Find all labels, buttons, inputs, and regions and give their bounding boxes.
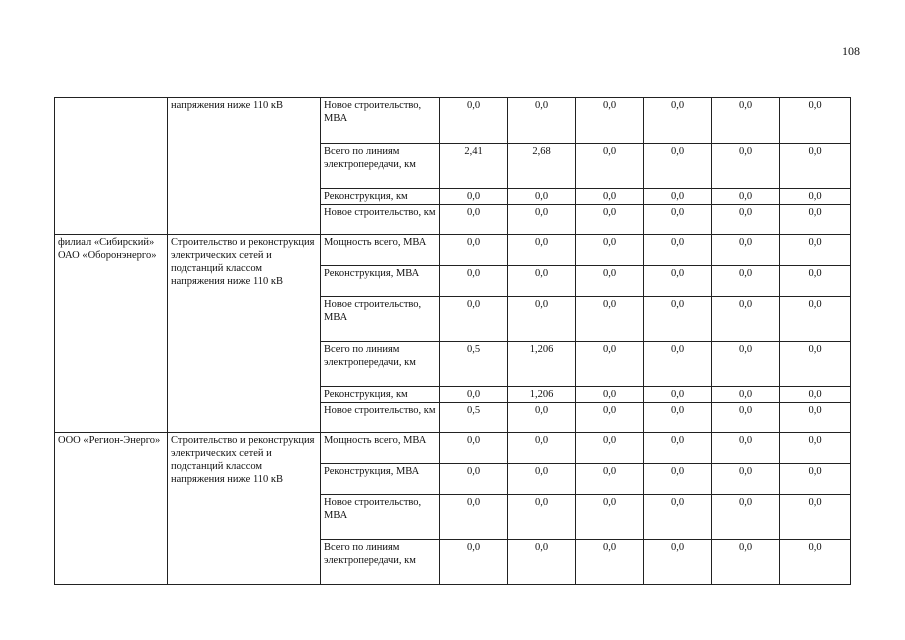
value-cell: 0,0	[576, 495, 644, 540]
value-cell: 1,206	[508, 342, 576, 387]
value-cell: 0,0	[508, 433, 576, 464]
value-cell: 0,0	[440, 98, 508, 144]
value-cell: 2,41	[440, 144, 508, 189]
indicator-cell: Всего по линиям электропередачи, км	[321, 342, 440, 387]
value-cell: 0,0	[644, 297, 712, 342]
indicator-cell: Новое строительство, км	[321, 403, 440, 433]
indicator-cell: Реконструкция, км	[321, 387, 440, 403]
value-cell: 0,0	[644, 144, 712, 189]
value-cell: 0,0	[780, 205, 851, 235]
organization-cell: филиал «Сибирский» ОАО «Оборонэнерго»	[55, 235, 168, 433]
value-cell: 0,0	[508, 205, 576, 235]
value-cell: 0,0	[712, 495, 780, 540]
value-cell: 0,0	[780, 189, 851, 205]
value-cell: 0,0	[508, 189, 576, 205]
value-cell: 0,0	[712, 403, 780, 433]
value-cell: 0,0	[508, 297, 576, 342]
indicator-cell: Мощность всего, МВА	[321, 433, 440, 464]
value-cell: 0,0	[576, 464, 644, 495]
value-cell: 0,0	[576, 403, 644, 433]
value-cell: 0,0	[780, 235, 851, 266]
organization-cell: ООО «Регион-Энерго»	[55, 433, 168, 585]
value-cell: 0,0	[780, 433, 851, 464]
value-cell: 0,0	[780, 266, 851, 297]
value-cell: 0,0	[712, 266, 780, 297]
value-cell: 0,0	[440, 495, 508, 540]
value-cell: 1,206	[508, 387, 576, 403]
value-cell: 0,0	[780, 342, 851, 387]
value-cell: 0,0	[712, 387, 780, 403]
value-cell: 0,0	[712, 144, 780, 189]
value-cell: 0,0	[576, 189, 644, 205]
value-cell: 0,0	[576, 297, 644, 342]
value-cell: 0,0	[440, 540, 508, 585]
value-cell: 0,0	[576, 433, 644, 464]
value-cell: 0,5	[440, 403, 508, 433]
indicator-cell: Реконструкция, МВА	[321, 464, 440, 495]
value-cell: 0,0	[644, 540, 712, 585]
value-cell: 0,0	[576, 266, 644, 297]
value-cell: 0,0	[508, 495, 576, 540]
value-cell: 0,0	[576, 144, 644, 189]
value-cell: 0,0	[780, 403, 851, 433]
value-cell: 0,0	[508, 464, 576, 495]
value-cell: 0,0	[644, 266, 712, 297]
value-cell: 0,0	[712, 464, 780, 495]
value-cell: 0,0	[712, 205, 780, 235]
indicator-cell: Всего по линиям электропередачи, км	[321, 540, 440, 585]
value-cell: 0,0	[780, 540, 851, 585]
value-cell: 0,0	[440, 266, 508, 297]
description-cell: напряжения ниже 110 кВ	[168, 98, 321, 235]
value-cell: 0,0	[440, 464, 508, 495]
value-cell: 0,0	[712, 98, 780, 144]
value-cell: 0,0	[440, 205, 508, 235]
value-cell: 0,0	[508, 266, 576, 297]
description-cell: Строительство и реконструкция электрических сетей и подстанций классом напряжения ниже 110 кВ	[168, 235, 321, 433]
value-cell: 0,0	[644, 98, 712, 144]
indicator-cell: Мощность всего, МВА	[321, 235, 440, 266]
value-cell: 0,0	[644, 433, 712, 464]
value-cell: 0,0	[780, 98, 851, 144]
value-cell: 0,0	[508, 98, 576, 144]
value-cell: 0,0	[576, 205, 644, 235]
value-cell: 0,0	[644, 235, 712, 266]
table-row	[55, 98, 851, 144]
indicator-cell: Новое строительство, МВА	[321, 297, 440, 342]
value-cell: 0,0	[440, 387, 508, 403]
page-number: 108	[842, 44, 860, 58]
value-cell: 0,0	[712, 235, 780, 266]
value-cell: 0,0	[508, 403, 576, 433]
indicator-cell: Новое строительство, МВА	[321, 495, 440, 540]
value-cell: 0,0	[780, 387, 851, 403]
value-cell: 0,0	[440, 297, 508, 342]
value-cell: 0,0	[576, 98, 644, 144]
value-cell: 0,0	[712, 297, 780, 342]
table-row	[55, 433, 851, 464]
value-cell: 0,0	[576, 342, 644, 387]
value-cell: 0,0	[712, 433, 780, 464]
value-cell: 0,0	[712, 189, 780, 205]
value-cell: 0,0	[644, 189, 712, 205]
value-cell: 0,0	[780, 297, 851, 342]
organization-cell	[55, 98, 168, 235]
table-row	[55, 235, 851, 266]
value-cell: 0,0	[780, 144, 851, 189]
value-cell: 0,0	[712, 540, 780, 585]
indicator-cell: Реконструкция, МВА	[321, 266, 440, 297]
value-cell: 0,0	[644, 342, 712, 387]
value-cell: 0,0	[576, 540, 644, 585]
value-cell: 0,0	[508, 540, 576, 585]
value-cell: 0,0	[644, 205, 712, 235]
indicator-cell: Новое строительство, км	[321, 205, 440, 235]
indicator-cell: Всего по линиям электропередачи, км	[321, 144, 440, 189]
value-cell: 0,0	[644, 387, 712, 403]
value-cell: 0,0	[440, 235, 508, 266]
value-cell: 0,0	[644, 495, 712, 540]
value-cell: 0,0	[440, 189, 508, 205]
value-cell: 0,0	[780, 495, 851, 540]
indicator-cell: Реконструкция, км	[321, 189, 440, 205]
value-cell: 0,0	[780, 464, 851, 495]
description-cell: Строительство и реконструкция электрических сетей и подстанций классом напряжения ниже 110 кВ	[168, 433, 321, 585]
value-cell: 0,0	[508, 235, 576, 266]
indicator-cell: Новое строительство, МВА	[321, 98, 440, 144]
value-cell: 0,0	[576, 387, 644, 403]
value-cell: 0,0	[440, 433, 508, 464]
value-cell: 0,5	[440, 342, 508, 387]
value-cell: 0,0	[644, 464, 712, 495]
investment-table	[54, 97, 851, 585]
value-cell: 0,0	[576, 235, 644, 266]
value-cell: 0,0	[644, 403, 712, 433]
value-cell: 0,0	[712, 342, 780, 387]
value-cell: 2,68	[508, 144, 576, 189]
